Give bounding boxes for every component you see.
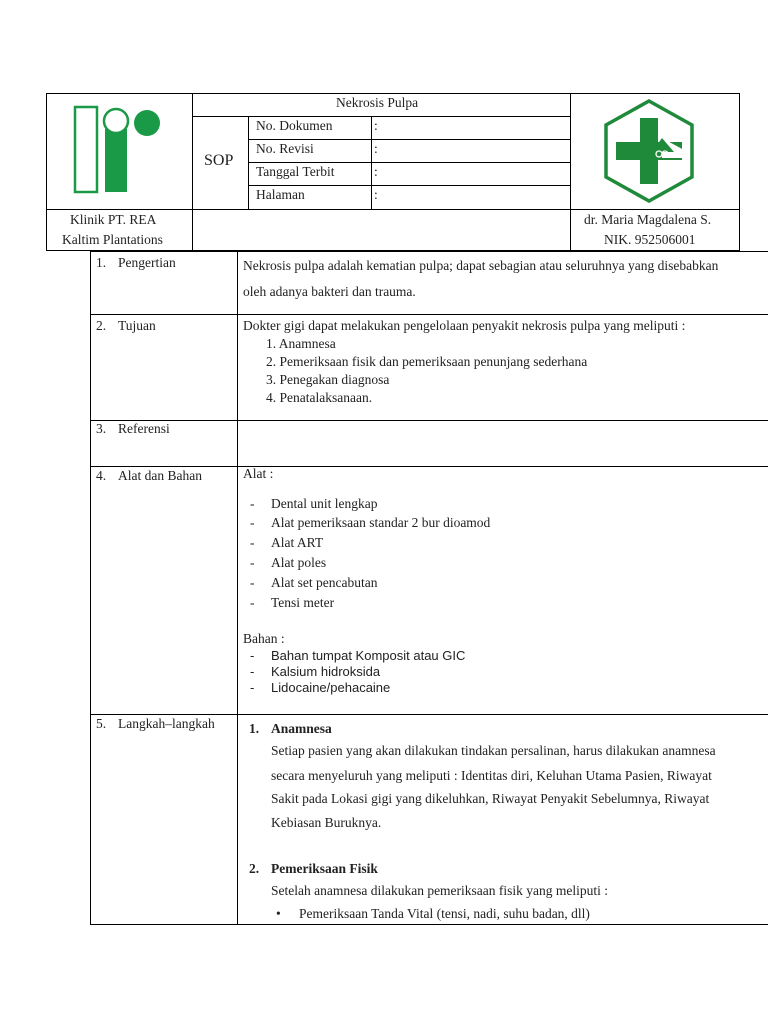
dash-bullet: - [250, 595, 255, 610]
dash-bullet: - [250, 555, 255, 570]
step-2-number: 2. [249, 861, 260, 876]
section-3-number: 3. [96, 421, 107, 436]
field-value-no-dokumen: : [374, 118, 378, 133]
tujuan-item: 4. Penatalaksanaan. [266, 390, 373, 405]
clinic-name-line1: Klinik PT. REA [70, 212, 157, 227]
section-5-number: 5. [96, 716, 107, 731]
signer-name: dr. Maria Magdalena S. [584, 212, 712, 227]
field-label-no-dokumen: No. Dokumen [256, 118, 333, 133]
dash-bullet: - [250, 664, 255, 679]
step-1-text-line: Setiap pasien yang akan dilakukan tindakan persalinan, harus dilakukan anamnesa [271, 743, 716, 758]
section-2-label: Tujuan [118, 318, 156, 333]
field-label-no-revisi: No. Revisi [256, 141, 314, 156]
alat-item: Tensi meter [271, 595, 335, 610]
bahan-item: Lidocaine/pehacaine [271, 680, 391, 695]
clinic-name-line2: Kaltim Plantations [62, 232, 163, 247]
tujuan-item: 2. Pemeriksaan fisik dan pemeriksaan penunjang sederhana [266, 354, 588, 369]
puskesmas-cross-icon [602, 98, 696, 204]
section-5-label: Langkah–langkah [118, 716, 215, 731]
tujuan-item: 3. Penegakan diagnosa [266, 372, 390, 387]
step-1-number: 1. [249, 721, 260, 736]
sop-body-table [90, 251, 768, 925]
tujuan-item: 1. Anamnesa [266, 336, 336, 351]
alat-title: Alat : [243, 466, 274, 481]
step-1-title: Anamnesa [271, 721, 332, 736]
dash-bullet: - [250, 680, 255, 695]
field-label-halaman: Halaman [256, 187, 305, 202]
alat-item: Dental unit lengkap [271, 496, 378, 511]
step-2-title: Pemeriksaan Fisik [271, 861, 378, 876]
section-3-label: Referensi [118, 421, 170, 436]
field-value-tanggal-terbit: : [374, 164, 378, 179]
bahan-item: Kalsium hidroksida [271, 664, 381, 679]
document-title: Nekrosis Pulpa [336, 95, 419, 110]
step-1-text-line: Kebiasan Buruknya. [271, 815, 382, 830]
field-label-tanggal-terbit: Tanggal Terbit [256, 164, 335, 179]
bahan-title: Bahan : [243, 631, 285, 646]
section-1-number: 1. [96, 255, 107, 270]
pengertian-text-line1: Nekrosis pulpa adalah kematian pulpa; dapat sebagian atau seluruhnya yang disebabkan [243, 258, 719, 273]
alat-item: Alat poles [271, 555, 327, 570]
alat-item: Alat pemeriksaan standar 2 bur dioamod [271, 515, 491, 530]
step-1-text-line: secara menyeluruh yang meliputi : Identitas diri, Keluhan Utama Pasien, Riwayat [271, 768, 712, 783]
dash-bullet: - [250, 575, 255, 590]
section-4-number: 4. [96, 468, 107, 483]
rea-logo-icon [72, 103, 164, 195]
dash-bullet: - [250, 515, 255, 530]
section-2-number: 2. [96, 318, 107, 333]
pengertian-text-line2: oleh adanya bakteri dan trauma. [243, 284, 416, 299]
bullet-icon: • [276, 906, 281, 921]
bahan-item: Bahan tumpat Komposit atau GIC [271, 648, 466, 663]
field-value-no-revisi: : [374, 141, 378, 156]
step-2-bullet-item: Pemeriksaan Tanda Vital (tensi, nadi, suhu badan, dll) [299, 906, 590, 921]
alat-item: Alat ART [271, 535, 324, 550]
dash-bullet: - [250, 535, 255, 550]
section-1-label: Pengertian [118, 255, 176, 270]
alat-item: Alat set pencabutan [271, 575, 378, 590]
signer-nik: NIK. 952506001 [604, 232, 696, 247]
step-2-intro: Setelah anamnesa dilakukan pemeriksaan fisik yang meliputi : [271, 883, 609, 898]
tujuan-intro: Dokter gigi dapat melakukan pengelolaan penyakit nekrosis pulpa yang meliputi : [243, 318, 686, 333]
sop-label: SOP [204, 152, 234, 169]
field-value-halaman: : [374, 187, 378, 202]
step-1-text-line: Sakit pada Lokasi gigi yang dikeluhkan, Riwayat Penyakit Sebelumnya, Riwayat [271, 791, 710, 806]
dash-bullet: - [250, 648, 255, 663]
dash-bullet: - [250, 496, 255, 511]
section-4-label: Alat dan Bahan [118, 468, 202, 483]
